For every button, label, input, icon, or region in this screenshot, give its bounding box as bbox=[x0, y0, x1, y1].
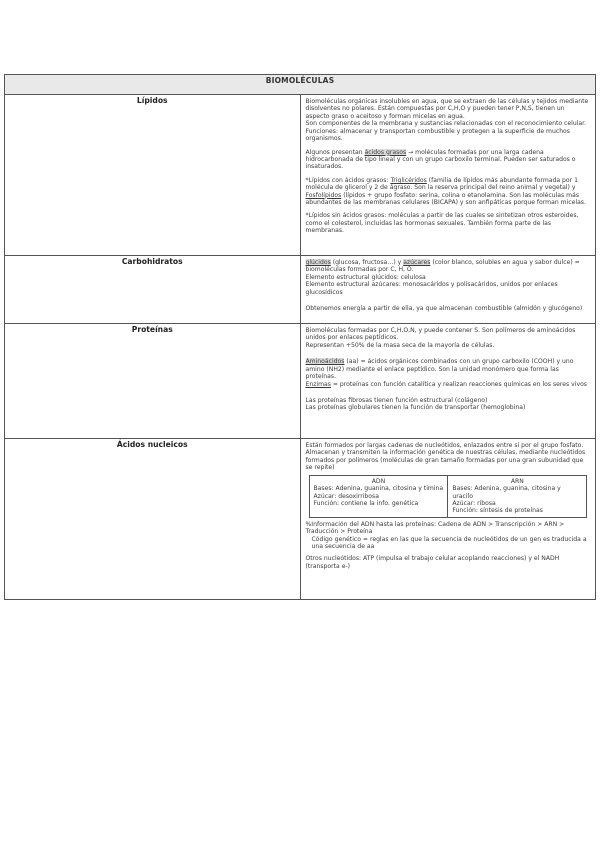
label-carbohidratos: Carbohidratos bbox=[5, 256, 301, 324]
glucidos-term: glúcidos bbox=[305, 259, 331, 266]
lipidos-def: Biomoléculas orgánicas insolubles en agua, que se extraen de las células y tejidos mediante disolventes no polares. Están compuestas por C,H,O y pueden tener P,N,S, tienen un aspecto graso o aceitoso y forman micelas en agua. bbox=[305, 98, 589, 120]
nucleicos-flujo: %Información del ADN hasta las proteínas: Cadena de ADN > Transcripción > ARN > Traducción > Proteína bbox=[305, 520, 565, 536]
label-proteinas: Proteínas bbox=[5, 324, 301, 439]
aminoacidos-term: Aminoácidos bbox=[305, 358, 345, 366]
azucares-term: azúcares bbox=[403, 259, 431, 266]
carbohidratos-energia: Obtenemos energía a partir de ella, ya que almacenan combustible (almidón y glucógeno) bbox=[305, 305, 583, 313]
nucleicos-def: Están formados por largas cadenas de nucleótidos, enlazados entre sí por el grupo fosfato. bbox=[305, 442, 584, 449]
trigliceridos-term: Triglicéridos bbox=[390, 176, 427, 184]
lipidos-sin-acidos: *Lípidos sin ácidos grasos: moléculas a partir de las cuales se sintetizan otros esteroides, como el colesterol, incluidas las hormonas sexuales. También forma parte de las membranas. bbox=[305, 212, 579, 235]
row-lipidos bbox=[5, 95, 596, 256]
proteinas-def: Biomoléculas formadas por C,H,O,N, y puede contener S. Son polímeros de aminoácidos unidos por enlaces peptídicos. bbox=[305, 327, 576, 342]
proteinas-masa: Representan +50% de la masa seca de la mayoría de células. bbox=[305, 341, 495, 349]
nucleicos-funcion: Almacenan y transmiten la información genética de nuestras células, mediante nucleótidos formados por polímeros (moléculas de gran tamaño formadas por una gran subunidad que se repite) bbox=[305, 449, 586, 472]
row-carbohidratos bbox=[5, 256, 596, 324]
row-proteinas bbox=[5, 324, 596, 439]
label-lipidos: Lípidos bbox=[5, 95, 301, 256]
arn-header: ARN bbox=[510, 477, 524, 485]
adn-cell bbox=[309, 475, 448, 517]
content-proteinas bbox=[300, 324, 596, 439]
content-carbohidratos bbox=[300, 256, 596, 324]
acidos-grasos-term: ácidos grasos bbox=[364, 148, 407, 156]
lipidos-acidos-grasos: Algunos presentan ácidos grasos → moléculas formadas por una larga cadena hidrocarbonada de tipo lineal y con un grupo carboxilo terminal. Pueden ser saturados o insaturados. bbox=[305, 148, 576, 171]
arn-azucar: Azúcar: ribosa bbox=[452, 499, 496, 507]
arn-funcion: Función: síntesis de proteínas bbox=[452, 507, 543, 515]
label-nucleicos: Ácidos nucleicos bbox=[5, 439, 301, 600]
lipidos-con-acidos: *Lípidos con ácidos grasos: Triglicéridos (familia de lípidos más abundante formada por 1 molécula de glicerol y 2 de ágraso. Son la reserva principal del reino animal y vegetal) y Fosfolípidos (lípidos + grupo fosfato: serina, colina o etanolamina. Son las moléculas más abundantes de las membranas celulares (BICAPA) y son anfipáticas porque forman micelas. bbox=[305, 176, 586, 207]
adn-funcion: Función: contiene la info. genética bbox=[313, 499, 419, 507]
biomoleculas-table bbox=[4, 74, 596, 600]
proteinas-fibrosas: Las proteínas fibrosas tienen función estructural (colágeno) bbox=[305, 396, 488, 404]
row-nucleicos bbox=[5, 439, 596, 600]
content-lipidos bbox=[300, 95, 596, 256]
nucleicos-codigo: Código genético = reglas en las que la secuencia de nucleótidos de un gen es traducida a una secuencia de aa bbox=[311, 535, 587, 551]
fosfolipidos-term: Fosfolípidos bbox=[305, 191, 342, 199]
carbohidratos-azucares: Elemento estructural azúcares: monosacáridos y polisacáridos, unidos por enlaces glucosídicos bbox=[305, 281, 558, 296]
table-title: BIOMOLÉCULAS bbox=[5, 75, 596, 95]
adn-header: ADN bbox=[371, 477, 386, 485]
arn-bases: Bases: Adenina, guanina, citosina y uracilo bbox=[452, 485, 561, 500]
adn-bases: Bases: Adenina, guanina, citosina y timina bbox=[313, 485, 444, 493]
lipidos-funciones: Funciones: almacenar y transportan combustible y protegen a la superficie de muchos organismos. bbox=[305, 127, 570, 143]
carbohidratos-def: glúcidos (glucosa, fructosa…) y azúcares (color blanco, solubles en agua y sabor dulce) = biomoléculas formadas por C, H, O. bbox=[305, 259, 580, 274]
lipidos-membrana: Son componentes de la membrana y sustancias relacionadas con el reconocimiento celular. bbox=[305, 120, 587, 128]
proteinas-enzimas: Enzimas = proteínas con función catalítica y realizan reacciones químicas en los seres vivos bbox=[305, 380, 587, 388]
enzimas-term: Enzimas bbox=[305, 380, 331, 388]
adn-azucar: Azúcar: desoxirribosa bbox=[313, 492, 379, 500]
proteinas-globulares: Las proteínas globulares tienen la función de transportar (hemoglobina) bbox=[305, 404, 526, 412]
nucleicos-otros: Otros nucleótidos: ATP (impulsa el trabajo celular acoplando reacciones) y el NADH (transporta e-) bbox=[305, 555, 560, 570]
adn-arn-table bbox=[309, 475, 588, 518]
content-nucleicos bbox=[300, 439, 596, 600]
arn-cell bbox=[448, 475, 587, 517]
proteinas-aminoacidos: Aminoácidos (aa) = ácidos orgánicos combinados con un grupo carboxilo (COOH) y uno amino (NH2) mediante el enlace peptídico. Son la unidad monómero que forma las proteínas. bbox=[305, 358, 574, 381]
carbohidratos-glucidos: Elemento estructural glúcidos: celulosa bbox=[305, 273, 426, 281]
